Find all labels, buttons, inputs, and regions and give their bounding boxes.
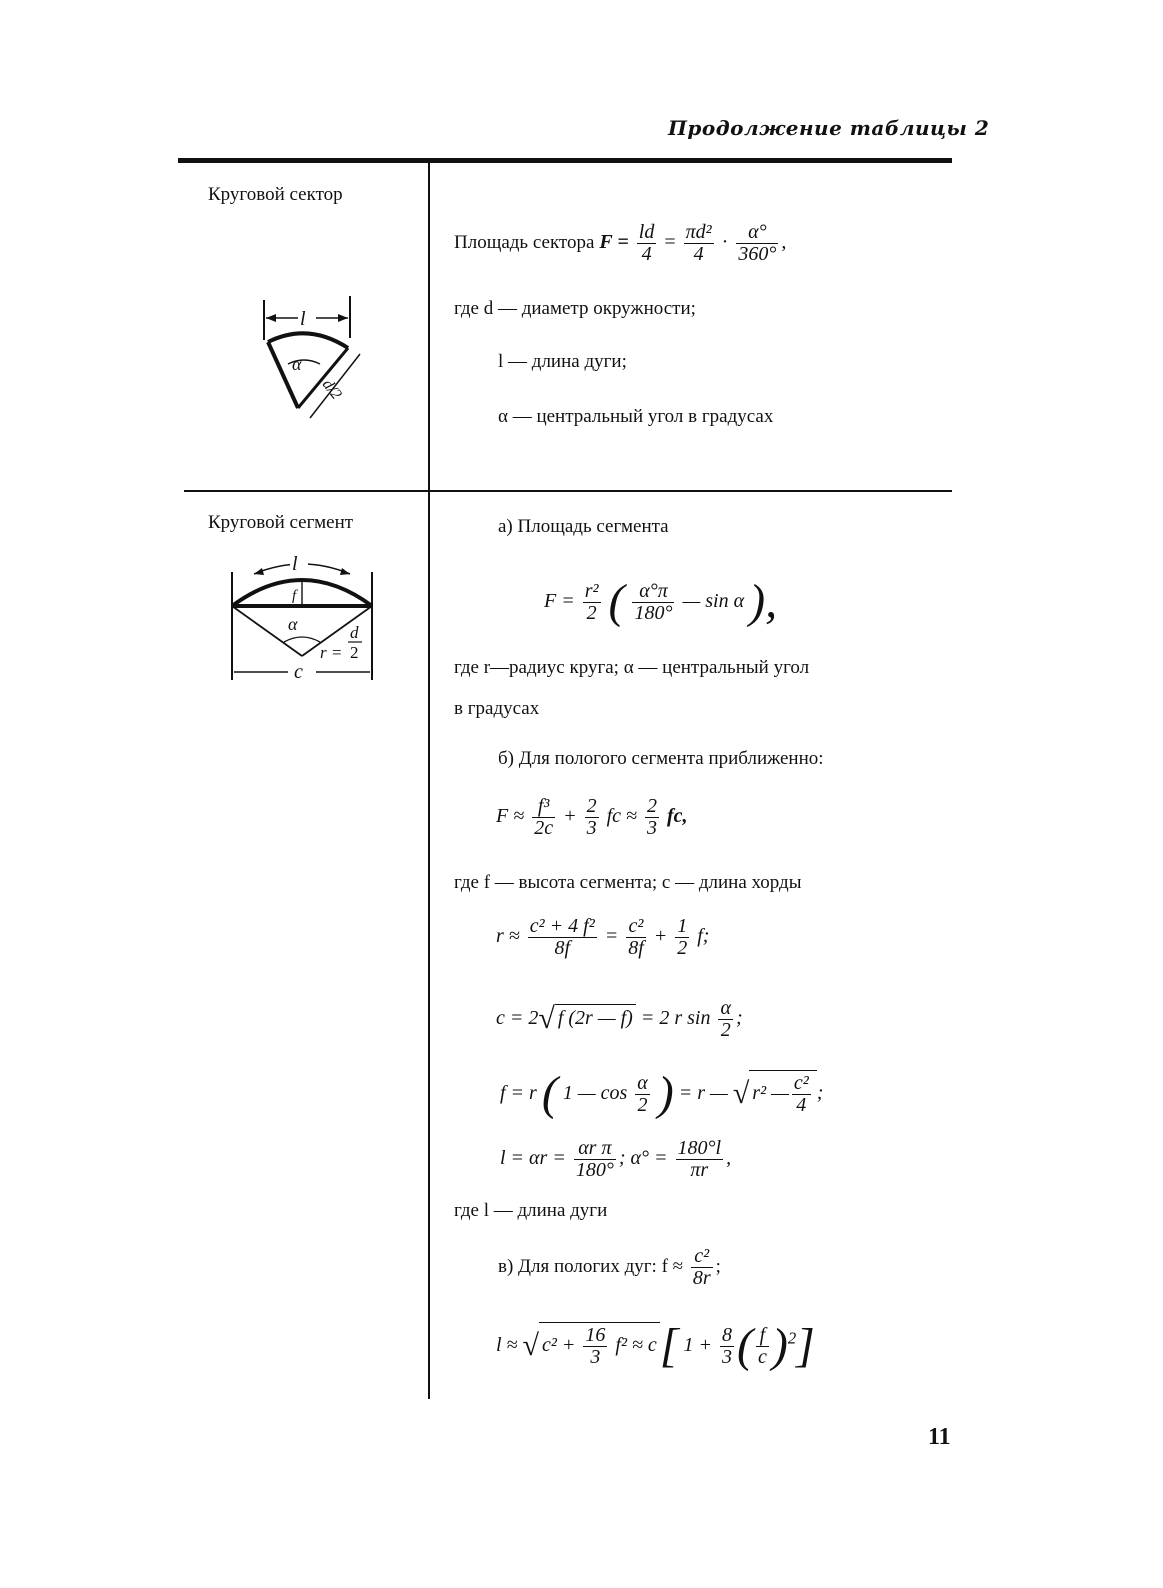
segment-f-radicand: r² — [752,1082,789,1104]
segment-figure [226,548,386,684]
segment-f-mid: = r — [678,1082,728,1104]
segment-c-fn: α [720,997,731,1019]
segment-l-formula [500,1138,731,1181]
segment-l-f2d: πr [676,1159,724,1181]
segment-b-f1n: f³ [537,795,550,817]
sector-frac1-den: 4 [637,243,657,265]
segment-b-lhs: F ≈ [496,805,525,828]
segment-l-end: , [726,1147,732,1170]
segment-b-f1d: 2c [534,817,554,839]
segment-f-rfn: c² [793,1071,809,1094]
segment-b-f3n: 2 [647,795,658,817]
segment-b-end: fc, [667,805,688,828]
segment-last-sup: 2 [787,1328,797,1348]
sector-figure [250,292,370,432]
sector-fig-d2: d/2 [318,376,345,403]
sector-frac1-num: ld [638,221,655,243]
segment-b-fc: fc ≈ [606,805,638,828]
segment-r-end: f; [697,925,710,948]
segment-fig-r: r = [320,643,343,662]
segment-f-formula: f = r ( 1 — cos $\frac{\alpha}{2}$ ) = r — √ r² — $\frac{\text{c²}}{4}$ ; [500,1067,824,1120]
segment-r-eq: = [604,925,619,948]
segment-last-c2: c² + [542,1334,576,1356]
segment-a-rest: — sin α [682,590,745,612]
segment-b-formula [496,796,688,839]
segment-b-plus: + [563,805,577,828]
segment-b-f3d: 3 [647,817,658,839]
row-divider [184,490,952,492]
segment-last-popen: ( [736,1319,753,1372]
top-rule [178,158,952,163]
segment-f-lhs: f = r [500,1082,537,1104]
sector-eq: = [664,231,676,254]
segment-c-fd: 2 [718,1019,733,1041]
sector-f-lhs: F = [599,231,629,254]
segment-l-where: где l — длина дуги [454,1200,608,1221]
segment-r-f2d: 8f [628,937,644,959]
segment-b-title: б) Для пологого сегмента приближенно: [498,748,824,769]
segment-r-f3d: 2 [677,937,688,959]
segment-r-plus: + [653,925,668,948]
segment-r-f3n: 1 [677,915,688,937]
segment-v-formula [498,1246,721,1289]
segment-a-r2: r² [584,579,599,602]
segment-r-f1n: c² + 4 f² [529,915,595,937]
segment-l-f2n: 180°l [677,1137,722,1159]
segment-label: Круговой сегмент [208,512,354,533]
segment-f-fd: 2 [635,1094,650,1116]
segment-last-fd: 3 [583,1346,607,1368]
segment-r-lhs: r ≈ [496,925,520,948]
segment-c-mid: = 2 r sin [640,1007,711,1030]
segment-a-fden: 180° [634,601,673,624]
segment-fig-f: f [292,588,297,604]
segment-last-one: 1 + [683,1334,712,1356]
segment-l-fn: αr π [578,1137,612,1159]
segment-v-fd: 8r [692,1267,711,1289]
segment-arc-formula: l ≈ √ c² + $\frac{16}{3}$ f² ≈ c[ 1 + $\frac{8}{3}$ ( $\frac{f}{c}$ )$^2$] [496,1319,815,1372]
segment-f-inner: 1 — cos [562,1082,628,1104]
segment-r-f2n: c² [628,915,644,937]
segment-f-fn: α [637,1071,648,1094]
segment-last-lhs: l ≈ [496,1334,518,1356]
sector-frac3-den: 360° [738,243,777,265]
segment-b-where: где f — высота сегмента; c — длина хорды [454,872,802,893]
segment-last-f2: f² ≈ c [615,1334,657,1356]
segment-a-2: 2 [583,602,601,624]
sector-fig-alpha: α [292,354,302,374]
segment-fig-alpha: α [288,614,298,634]
segment-r-formula [496,916,709,959]
segment-last-open: [ [659,1319,679,1372]
segment-v-fn: c² [694,1245,710,1267]
segment-last-f3n: f [759,1323,766,1346]
segment-last-f2d: 3 [721,1345,732,1368]
segment-b-f2n: 2 [586,795,597,817]
segment-last-pclose: ) [771,1319,788,1372]
sector-where-d: где d — диаметр окружности; [454,298,696,319]
segment-f-close: ) [657,1067,674,1120]
sector-end: , [781,231,787,254]
segment-last-f3d: c [757,1345,767,1368]
segment-l-lhs: l = αr = [500,1147,566,1170]
sector-frac3-num: α° [748,221,767,243]
segment-f-end: ; [816,1082,824,1104]
segment-c-formula: c = 2√ f (2r — f) = 2 r sin $\frac{\alpha}{2}$ ; [496,997,743,1041]
segment-fig-c: c [294,661,303,683]
segment-c-radicand: f (2r — f) [555,1004,636,1030]
page-number: 11 [928,1424,951,1450]
segment-a-lhs: F = [544,590,575,612]
segment-a-fnum: α°π [639,579,668,602]
segment-last-f2n: 8 [721,1323,732,1346]
segment-last-close: ] [796,1319,815,1372]
sector-label: Круговой сектор [208,184,343,205]
segment-b-f2d: 3 [586,817,597,839]
segment-fig-d-num: d [350,623,359,642]
segment-a-where-1: где r—радиус круга; α — центральный угол [454,657,810,678]
segment-v-end: ; [715,1255,721,1277]
sector-where-l: l — длина дуги; [498,351,627,372]
segment-l-mid: ; α° = [618,1147,668,1170]
segment-a-title: а) Площадь сегмента [498,516,669,537]
segment-l-fd: 180° [575,1159,614,1181]
sector-where-alpha: α — центральный угол в градусах [498,406,774,427]
sector-frac2-den: 4 [684,243,714,265]
segment-v-title: в) Для пологих дуг: f ≈ [498,1255,684,1277]
segment-last-fn: 16 [585,1323,606,1346]
segment-r-f1d: 8f [528,937,597,959]
segment-c-end: ; [735,1007,743,1030]
segment-f-open: ( [541,1067,558,1120]
sector-dot: · [721,231,729,254]
column-divider [428,163,430,1399]
segment-c-lhs: c = 2 [496,1007,539,1030]
sector-area-formula [454,222,786,265]
segment-a-close: ), [749,575,778,628]
segment-a-open: ( [608,575,625,628]
segment-f-rfd: 4 [792,1094,811,1116]
sector-frac2-num: πd² [685,221,712,243]
sector-fig-l: l [300,308,306,330]
segment-a-formula [544,574,777,629]
segment-fig-l: l [292,553,298,575]
sector-area-prefix: Площадь сектора [454,232,595,254]
segment-fig-d-den: 2 [350,643,359,662]
segment-a-where-2: в градусах [454,698,540,719]
table-continuation-title: Продолжение таблицы 2 [668,116,990,140]
